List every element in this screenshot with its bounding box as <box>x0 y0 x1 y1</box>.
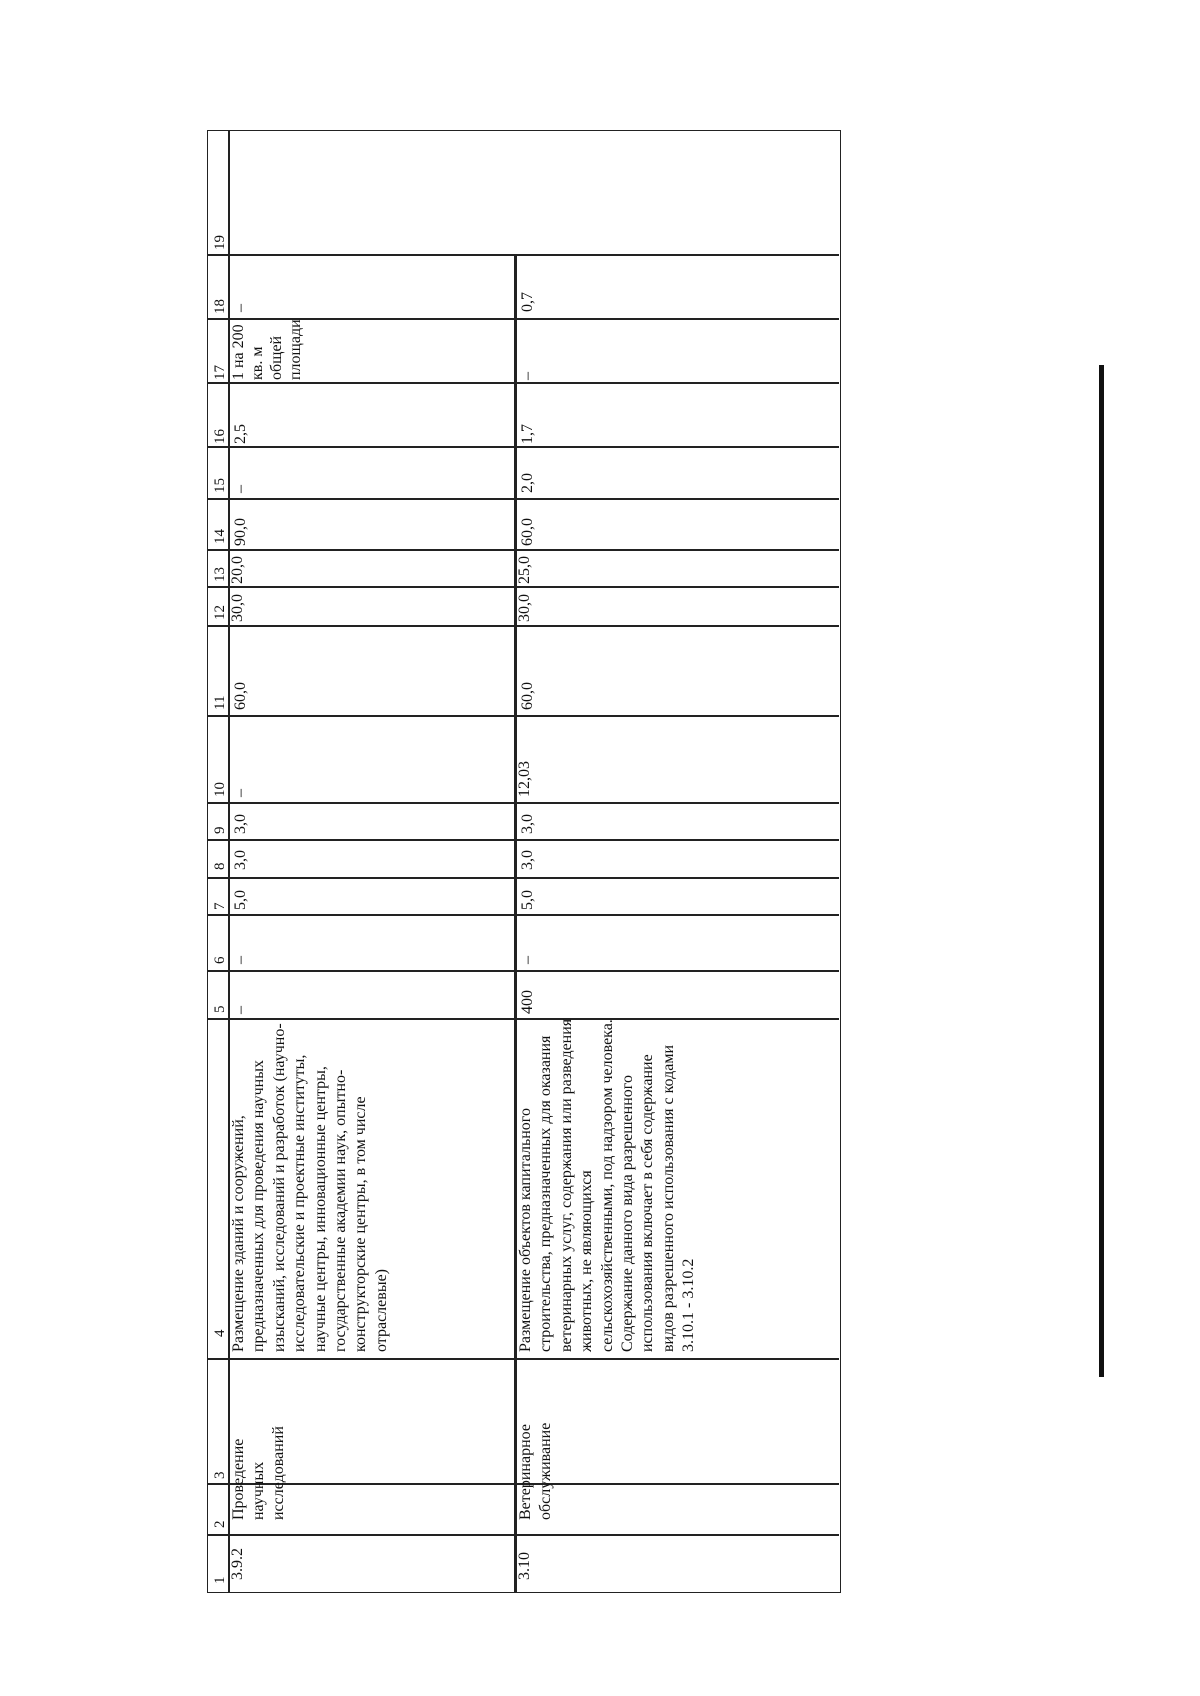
row1-c7: 5,0 <box>232 890 249 910</box>
header-cell-4: 4 <box>212 1329 228 1337</box>
row2-c10: 12,03 <box>516 761 533 797</box>
grid-line <box>208 877 839 879</box>
header-cell-11: 11 <box>212 695 228 710</box>
margin-rule <box>1099 365 1104 1377</box>
grid-line <box>208 839 839 841</box>
row1-code: 3.9.2 <box>229 1548 246 1580</box>
row2-c12: 30,0 <box>516 594 533 622</box>
row2-c6: – <box>519 956 536 964</box>
header-cell-15: 15 <box>212 478 228 493</box>
header-cell-18: 18 <box>212 299 228 314</box>
header-cell-9: 9 <box>212 826 228 834</box>
row1-c6: – <box>232 956 249 964</box>
row2-code: 3.10 <box>516 1552 533 1580</box>
row1-c12: 30,0 <box>229 594 246 622</box>
header-cell-8: 8 <box>212 862 228 870</box>
row1-c15: – <box>232 485 249 493</box>
grid-line <box>208 1358 839 1360</box>
row2-c7: 5,0 <box>519 890 536 910</box>
grid-line <box>208 802 839 804</box>
grid-line-gap <box>515 131 517 254</box>
row2-c15: 2,0 <box>519 473 536 493</box>
row1-name: Проведение научных исследований <box>230 1426 287 1520</box>
row1-c14: 90,0 <box>232 518 249 546</box>
row1-c11: 60,0 <box>232 682 249 710</box>
row2-c13: 25,0 <box>516 556 533 584</box>
header-cell-2: 2 <box>212 1520 228 1528</box>
row2-c8: 3,0 <box>519 850 536 870</box>
grid-line <box>208 625 839 627</box>
header-cell-10: 10 <box>212 782 228 797</box>
row2-c11: 60,0 <box>519 682 536 710</box>
header-cell-14: 14 <box>212 529 228 544</box>
grid-line <box>208 715 839 717</box>
header-cell-13: 13 <box>212 567 228 582</box>
row1-c9: 3,0 <box>232 814 249 834</box>
row2-name: Ветеринарное обслуживание <box>517 1422 554 1520</box>
header-cell-1: 1 <box>212 1576 228 1584</box>
header-cell-16: 16 <box>212 429 228 444</box>
row1-c8: 3,0 <box>232 850 249 870</box>
row2-c16: 1,7 <box>519 424 536 444</box>
grid-line <box>208 382 839 384</box>
header-cell-5: 5 <box>212 1005 228 1013</box>
grid-line <box>208 254 839 256</box>
row2-c17: – <box>519 372 536 380</box>
row2-description: Размещение объектов капитального строительства, предназначенных для оказания ветеринарных услуг, содержания или разведения животных, не являющихся сельскохозяйственными, под надзором человека. Содержание данного вида разрешенного использования включает в себя содержание видов разрешенного использования с кодами 3.10.1 - 3.10.2 <box>517 1018 698 1352</box>
header-cell-6: 6 <box>212 956 228 964</box>
row1-c13: 20,0 <box>229 556 246 584</box>
grid-line <box>208 914 839 916</box>
header-cell-7: 7 <box>212 902 228 910</box>
header-cell-17: 17 <box>212 365 228 380</box>
row1-c5: – <box>232 1006 249 1014</box>
header-cell-12: 12 <box>212 605 228 620</box>
row2-c9: 3,0 <box>519 814 536 834</box>
row2-c14: 60,0 <box>519 518 536 546</box>
grid-line <box>208 498 839 500</box>
row1-c10: – <box>232 789 249 797</box>
row1-c16: 2,5 <box>232 424 249 444</box>
header-cell-3: 3 <box>212 1471 228 1479</box>
row1-c17: 1 на 200 кв. м общей площади <box>230 319 304 380</box>
header-cell-19: 19 <box>212 235 228 250</box>
grid-line <box>208 970 839 972</box>
row1-description: Размещение зданий и сооружений, предназначенных для проведения научных изысканий, исследований и разработок (научно-исследовательские и проектные институты, научные центры, инновационные центры, государственные академии наук, опытно-конструкторские центры, в том числе отраслевые) <box>230 1023 390 1352</box>
row2-c18: 0,7 <box>519 292 536 312</box>
row1-c18: – <box>232 304 249 312</box>
grid-line <box>514 254 516 1592</box>
grid-line <box>208 446 839 448</box>
row2-c5: 400 <box>519 990 536 1014</box>
